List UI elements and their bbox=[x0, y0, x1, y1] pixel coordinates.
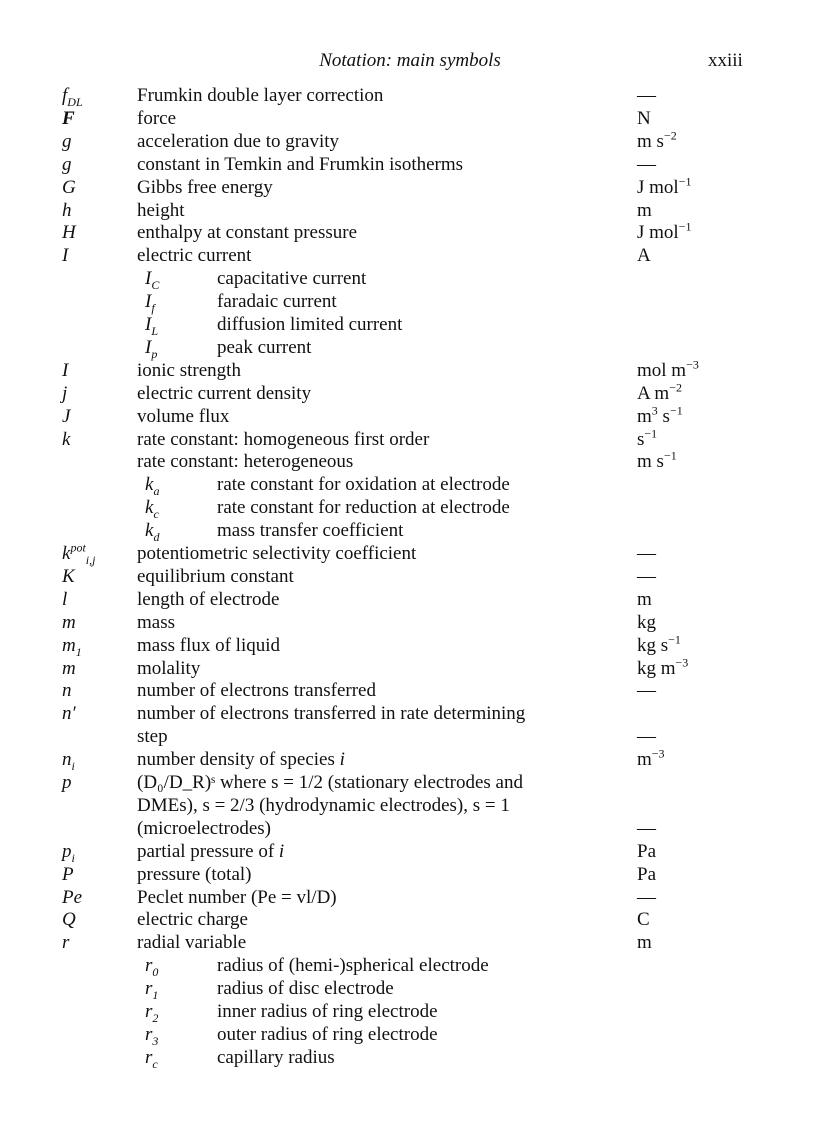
notation-entry bbox=[0, 886, 816, 909]
description bbox=[217, 977, 394, 1000]
symbol-superscript: pot bbox=[70, 540, 86, 555]
symbol-base: n bbox=[62, 680, 72, 702]
symbol bbox=[62, 107, 75, 130]
unit bbox=[637, 748, 665, 771]
unit bbox=[637, 84, 656, 107]
symbol bbox=[62, 542, 95, 565]
description-text: acceleration due to gravity bbox=[137, 130, 340, 152]
description-text: peak current bbox=[217, 336, 312, 358]
unit-text: — bbox=[637, 726, 656, 748]
symbol bbox=[62, 405, 70, 428]
unit bbox=[637, 382, 682, 405]
notation-entry bbox=[0, 611, 816, 634]
unit bbox=[637, 244, 651, 267]
description bbox=[137, 886, 337, 909]
unit-text: m s bbox=[637, 451, 664, 473]
description-text: DMEs), s = 2/3 (hydrodynamic electrodes), s = 1 bbox=[137, 794, 510, 816]
symbol-base: p bbox=[62, 772, 72, 793]
notation-subentry bbox=[0, 496, 816, 519]
description bbox=[137, 565, 294, 588]
description-text: volume flux bbox=[137, 405, 230, 427]
description-text: Frumkin double layer correction bbox=[137, 85, 384, 106]
unit bbox=[637, 153, 656, 176]
description-text: rate constant: homogeneous first order bbox=[137, 428, 430, 450]
unit bbox=[637, 817, 656, 840]
notation-entry bbox=[0, 931, 816, 954]
description-text: electric charge bbox=[137, 909, 248, 931]
description-text: radial variable bbox=[137, 932, 247, 954]
unit-text: m s bbox=[637, 130, 664, 152]
symbol-subscript: 3 bbox=[152, 1033, 159, 1048]
description-text: outer radius of ring electrode bbox=[217, 1023, 438, 1045]
notation-subentry bbox=[0, 313, 816, 336]
symbol-base: K bbox=[62, 565, 75, 587]
symbol-base: I bbox=[145, 291, 152, 313]
unit-text: m bbox=[637, 199, 652, 221]
unit bbox=[637, 107, 651, 130]
notation-entry bbox=[0, 244, 816, 267]
symbol-base: I bbox=[145, 314, 152, 335]
notation-subentry bbox=[0, 290, 816, 313]
symbol bbox=[145, 336, 157, 359]
description-text: faradaic current bbox=[217, 291, 337, 313]
description-text: height bbox=[137, 199, 185, 221]
symbol bbox=[145, 313, 158, 336]
symbol-subscript: c bbox=[152, 1056, 158, 1071]
description-text: pressure (total) bbox=[137, 863, 252, 885]
description bbox=[137, 679, 376, 702]
unit-text: m bbox=[637, 932, 652, 954]
symbol-base: r bbox=[145, 1046, 153, 1068]
symbol bbox=[145, 1000, 158, 1023]
description bbox=[137, 130, 339, 153]
description-text: rate constant for reduction at electrode bbox=[217, 497, 510, 519]
symbol bbox=[145, 473, 160, 499]
symbol bbox=[62, 863, 74, 886]
symbol-subscript: 1 bbox=[152, 987, 159, 1002]
symbol bbox=[62, 359, 68, 382]
symbol-subscript: 0 bbox=[152, 964, 159, 979]
symbol-base: Pe bbox=[62, 886, 83, 908]
description-text: radius of (hemi-)spherical electrode bbox=[217, 955, 489, 977]
symbol bbox=[62, 428, 70, 451]
symbol-subscript: i bbox=[71, 850, 75, 865]
unit-superscript: −1 bbox=[678, 220, 692, 235]
description bbox=[137, 199, 185, 222]
notation-entry bbox=[0, 428, 816, 451]
unit-superscript-2: −1 bbox=[669, 403, 683, 418]
unit-superscript: −2 bbox=[669, 380, 682, 395]
description-text: radius of disc electrode bbox=[217, 978, 394, 1000]
description bbox=[217, 336, 311, 359]
notation-entry bbox=[0, 794, 816, 817]
unit-text: N bbox=[637, 107, 651, 129]
description bbox=[137, 748, 345, 771]
unit bbox=[637, 221, 691, 244]
symbol bbox=[62, 565, 75, 588]
unit-superscript: −1 bbox=[663, 449, 677, 464]
symbol-base: h bbox=[62, 199, 72, 221]
description bbox=[217, 1023, 438, 1046]
symbol-base: I bbox=[145, 268, 152, 290]
symbol-base: l bbox=[62, 588, 68, 610]
notation-entry bbox=[0, 405, 816, 428]
description bbox=[137, 588, 279, 611]
notation-entry bbox=[0, 221, 816, 244]
description bbox=[137, 863, 251, 886]
symbol-base: n bbox=[62, 749, 72, 771]
unit bbox=[637, 886, 656, 909]
symbol-base: I bbox=[62, 359, 69, 381]
unit-text: mol m bbox=[637, 359, 687, 381]
description-italic: i bbox=[339, 749, 345, 771]
unit bbox=[637, 863, 656, 886]
symbol-subscript: DL bbox=[67, 94, 83, 109]
unit-text: — bbox=[637, 680, 656, 702]
symbol-subscript: i,j bbox=[85, 552, 96, 567]
description-text: potentiometric selectivity coefficient bbox=[137, 543, 417, 564]
unit bbox=[637, 359, 699, 382]
unit-text: Pa bbox=[637, 840, 656, 862]
unit bbox=[637, 130, 677, 153]
description bbox=[217, 267, 366, 290]
description bbox=[137, 542, 416, 565]
symbol-base: r bbox=[145, 955, 153, 977]
notation-entry bbox=[0, 634, 816, 657]
notation-entry bbox=[0, 657, 816, 680]
description bbox=[137, 382, 311, 405]
description-text: number density of species bbox=[137, 749, 340, 771]
description bbox=[217, 496, 510, 519]
notation-entry bbox=[0, 84, 816, 107]
unit-text: — bbox=[637, 886, 656, 908]
description bbox=[217, 473, 510, 496]
description-text: partial pressure of bbox=[137, 840, 279, 862]
symbol-base: p bbox=[62, 840, 72, 862]
notation-entry bbox=[0, 817, 816, 840]
symbol bbox=[62, 771, 72, 794]
description bbox=[137, 244, 251, 267]
unit-superscript: −3 bbox=[675, 655, 689, 670]
notation-entry bbox=[0, 130, 816, 153]
description-text: number of electrons transferred in rate determining bbox=[137, 703, 526, 725]
description bbox=[137, 611, 175, 634]
notation-entry bbox=[0, 702, 816, 725]
description bbox=[217, 954, 489, 977]
description-text: ionic strength bbox=[137, 359, 241, 381]
unit bbox=[637, 725, 656, 748]
symbol-base: k bbox=[145, 474, 154, 496]
symbol bbox=[62, 221, 76, 244]
description-text: constant in Temkin and Frumkin isotherms bbox=[137, 153, 464, 175]
description-text: electric current bbox=[137, 245, 252, 267]
symbol-base: m bbox=[62, 657, 76, 679]
notation-subentry bbox=[0, 977, 816, 1000]
symbol-subscript: L bbox=[151, 323, 159, 338]
symbol bbox=[62, 634, 82, 657]
description-text: capillary radius bbox=[217, 1046, 335, 1068]
description bbox=[137, 84, 383, 107]
symbol-base: r bbox=[145, 1023, 153, 1045]
unit-superscript: −1 bbox=[678, 174, 692, 189]
symbol-subscript: i bbox=[71, 758, 75, 773]
symbol-base: J bbox=[62, 405, 71, 427]
unit bbox=[637, 634, 681, 657]
notation-entry bbox=[0, 382, 816, 405]
description-text: rate constant: heterogeneous bbox=[137, 451, 354, 473]
symbol-base: r bbox=[62, 932, 70, 954]
description bbox=[217, 1046, 335, 1069]
description bbox=[137, 840, 284, 863]
symbol-subscript: C bbox=[151, 277, 160, 292]
symbol bbox=[62, 657, 76, 680]
unit bbox=[637, 176, 691, 199]
description bbox=[137, 359, 241, 382]
symbol-base: F bbox=[62, 107, 75, 129]
unit-text: kg m bbox=[637, 657, 676, 679]
notation-entry bbox=[0, 565, 816, 588]
description-text: electric current density bbox=[137, 382, 312, 404]
unit bbox=[637, 908, 650, 931]
description bbox=[137, 428, 429, 451]
description-text: molality bbox=[137, 657, 201, 679]
symbol-subscript: d bbox=[153, 529, 160, 544]
unit-text-2: s bbox=[657, 405, 670, 427]
unit bbox=[637, 405, 683, 428]
description bbox=[137, 771, 523, 794]
symbol bbox=[145, 519, 159, 542]
notation-entry bbox=[0, 771, 816, 794]
unit-text: m bbox=[637, 588, 652, 610]
notation-subentry bbox=[0, 1046, 816, 1069]
unit bbox=[637, 679, 656, 702]
symbol bbox=[145, 977, 158, 1000]
symbol-base: P bbox=[62, 863, 74, 885]
symbol bbox=[62, 702, 76, 725]
description bbox=[137, 702, 525, 725]
symbol bbox=[62, 748, 75, 771]
unit bbox=[637, 542, 656, 565]
symbol-base: I bbox=[62, 245, 69, 267]
unit-text: J mol bbox=[637, 222, 679, 244]
description bbox=[217, 1000, 438, 1023]
page-number: xxiii bbox=[708, 50, 743, 71]
unit-text: — bbox=[637, 817, 656, 839]
notation-subentry bbox=[0, 1000, 816, 1023]
description-text: mass transfer coefficient bbox=[217, 520, 404, 542]
unit-text: A m bbox=[637, 382, 670, 404]
description bbox=[137, 908, 248, 931]
unit-text: kg s bbox=[637, 634, 669, 656]
unit-text: — bbox=[637, 153, 656, 175]
description-text: mass flux of liquid bbox=[137, 634, 281, 656]
description bbox=[137, 657, 200, 680]
unit-superscript: −1 bbox=[644, 426, 658, 441]
description-text: enthalpy at constant pressure bbox=[137, 222, 358, 244]
notation-entry bbox=[0, 359, 816, 382]
notation-entry bbox=[0, 542, 816, 565]
symbol bbox=[145, 267, 159, 290]
symbol-subscript: 1 bbox=[75, 644, 82, 659]
notation-subentry bbox=[0, 1023, 816, 1046]
notation-entry bbox=[0, 176, 816, 199]
symbol bbox=[62, 588, 67, 611]
symbol-base: j bbox=[62, 382, 68, 404]
unit-text: — bbox=[637, 543, 656, 564]
unit bbox=[637, 450, 677, 473]
notation-entry bbox=[0, 107, 816, 130]
notation-entry bbox=[0, 748, 816, 771]
symbol bbox=[62, 886, 82, 909]
symbol bbox=[145, 290, 155, 313]
symbol-base: m bbox=[62, 611, 76, 633]
symbol-base: k bbox=[145, 497, 154, 519]
notation-subentry bbox=[0, 473, 816, 499]
description-text: force bbox=[137, 107, 177, 129]
unit bbox=[637, 588, 652, 611]
unit bbox=[637, 657, 688, 680]
symbol-base: k bbox=[62, 543, 71, 564]
description-text: number of electrons transferred bbox=[137, 680, 376, 702]
notation-entry bbox=[0, 908, 816, 931]
symbol-base: r bbox=[145, 978, 153, 1000]
symbol bbox=[62, 382, 67, 405]
running-header-title: Notation: main symbols bbox=[319, 50, 501, 71]
description bbox=[137, 817, 271, 840]
unit-text: J mol bbox=[637, 176, 679, 198]
unit bbox=[637, 565, 656, 588]
unit-superscript: −3 bbox=[686, 357, 699, 372]
description-text: inner radius of ring electrode bbox=[217, 1001, 438, 1022]
notation-subentry bbox=[0, 336, 816, 359]
unit bbox=[637, 428, 657, 451]
unit-text: A bbox=[637, 245, 651, 267]
symbol bbox=[145, 1023, 158, 1046]
symbol-base: H bbox=[62, 222, 76, 244]
unit-text: s bbox=[637, 428, 645, 450]
description-text: (microelectrodes) bbox=[137, 817, 271, 839]
symbol-base: m bbox=[62, 634, 76, 656]
symbol-subscript: p bbox=[151, 346, 158, 361]
description-text: equilibrium constant bbox=[137, 565, 294, 587]
symbol-base: g bbox=[62, 130, 72, 152]
symbol-subscript: a bbox=[153, 484, 160, 499]
symbol bbox=[62, 931, 69, 954]
symbol-base: r bbox=[145, 1001, 153, 1022]
description bbox=[137, 107, 176, 130]
notation-entry bbox=[0, 679, 816, 702]
symbol bbox=[62, 840, 75, 863]
notation-entry bbox=[0, 840, 816, 863]
symbol-subscript: c bbox=[153, 506, 159, 521]
description bbox=[137, 153, 463, 176]
notation-subentry bbox=[0, 267, 816, 290]
unit-text: kg bbox=[637, 611, 656, 633]
unit-superscript: −1 bbox=[668, 632, 681, 647]
symbol-base: g bbox=[62, 153, 72, 175]
unit-text: Pa bbox=[637, 863, 656, 885]
description bbox=[217, 519, 403, 542]
description bbox=[137, 405, 229, 428]
symbol bbox=[145, 496, 159, 519]
description bbox=[137, 794, 510, 817]
unit-superscript: 3 bbox=[651, 403, 658, 418]
notation-entry bbox=[0, 153, 816, 176]
description bbox=[137, 931, 246, 954]
description-text: step bbox=[137, 726, 168, 748]
symbol bbox=[62, 611, 76, 634]
description-text: length of electrode bbox=[137, 588, 280, 610]
symbol bbox=[145, 1046, 158, 1069]
symbol bbox=[62, 908, 76, 931]
unit-text: — bbox=[637, 85, 656, 106]
notation-entry bbox=[0, 725, 816, 748]
description bbox=[137, 725, 168, 748]
description-text: (D₀/D_R)ˢ where s = 1/2 (stationary electrodes and bbox=[137, 772, 523, 793]
description-text: diffusion limited current bbox=[217, 314, 403, 335]
description bbox=[217, 313, 402, 336]
symbol-base: G bbox=[62, 176, 76, 198]
unit-text: m bbox=[637, 749, 652, 771]
symbol-base: f bbox=[62, 85, 68, 106]
symbol bbox=[62, 199, 72, 222]
description-text: capacitative current bbox=[217, 268, 367, 290]
notation-subentry bbox=[0, 519, 816, 542]
notation-subentry bbox=[0, 954, 816, 977]
description bbox=[137, 634, 280, 657]
symbol-base: k bbox=[62, 428, 71, 450]
unit-text: m bbox=[637, 405, 652, 427]
description-text: mass bbox=[137, 611, 175, 633]
notation-entry bbox=[0, 863, 816, 886]
notation-entry bbox=[0, 450, 816, 473]
symbol bbox=[62, 176, 76, 199]
symbol bbox=[62, 679, 72, 702]
description-text: Peclet number (Pe = vl/D) bbox=[137, 886, 337, 908]
unit bbox=[637, 199, 652, 222]
symbol-base: I bbox=[145, 336, 152, 358]
description-text: rate constant for oxidation at electrode bbox=[217, 474, 510, 496]
symbol bbox=[62, 153, 72, 176]
unit bbox=[637, 931, 652, 954]
description bbox=[137, 450, 353, 473]
symbol bbox=[62, 84, 83, 107]
description-italic: i bbox=[278, 840, 285, 862]
symbol bbox=[62, 130, 72, 153]
symbol bbox=[62, 244, 68, 267]
unit-superscript: −3 bbox=[651, 746, 665, 761]
description bbox=[217, 290, 337, 313]
description bbox=[137, 221, 357, 244]
unit-text: — bbox=[637, 565, 656, 587]
notation-entry bbox=[0, 199, 816, 222]
description-text: Gibbs free energy bbox=[137, 176, 273, 198]
notation-entry bbox=[0, 588, 816, 611]
symbol-subscript: f bbox=[151, 300, 155, 315]
description bbox=[137, 176, 273, 199]
unit bbox=[637, 611, 656, 634]
symbol bbox=[145, 954, 158, 977]
symbol-subscript: 2 bbox=[152, 1010, 159, 1025]
unit bbox=[637, 840, 656, 863]
symbol-base: Q bbox=[62, 909, 76, 931]
unit-text: C bbox=[637, 909, 650, 931]
symbol-base: n′ bbox=[62, 703, 76, 725]
unit-superscript: −2 bbox=[663, 128, 677, 143]
symbol-base: k bbox=[145, 520, 154, 542]
